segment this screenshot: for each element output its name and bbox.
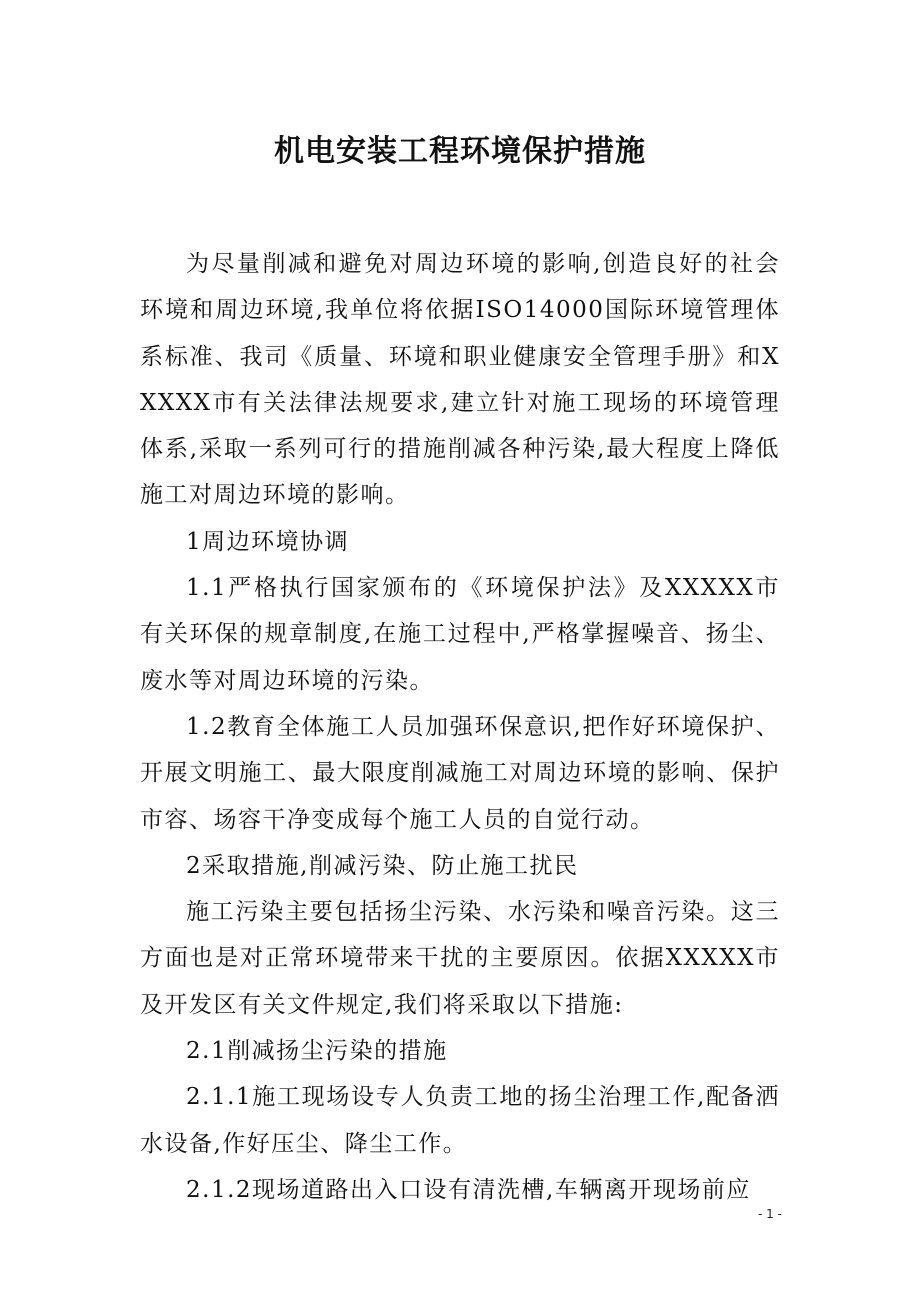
paragraph-1-1: 1.1严格执行国家颁布的《环境保护法》及XXXXX市有关环保的规章制度,在施工过程中,严格掌握噪音、扬尘、废水等对周边环境的污染。: [140, 575, 780, 694]
paragraph-2-1-1: 2.1.1施工现场设专人负责工地的扬尘治理工作,配备洒水设备,作好压尘、降尘工作。: [140, 1084, 780, 1157]
document-body: [140, 241, 780, 1213]
intro-paragraph: 为尽量削减和避免对周边环境的影响,创造良好的社会环境和周边环境,我单位将依据ISO14000国际环境管理体系标准、我司《质量、环境和职业健康安全管理手册》和XXXXX市有关法律法规要求,建立针对施工现场的环境管理体系,采取一系列可行的措施削减各种污染,最大程度上降低施工对周边环境的影响。: [140, 251, 780, 509]
paragraph-1-2: 1.2教育全体施工人员加强环保意识,把作好环境保护、开展文明施工、最大限度削减施工对周边环境的影响、保护市容、场容干净变成每个施工人员的自觉行动。: [140, 713, 780, 833]
document-title: 机电安装工程环境保护措施: [274, 134, 646, 169]
paragraph-2-1-2: 2.1.2现场道路出入口设有清洗槽,车辆离开现场前应: [186, 1176, 751, 1203]
section-heading-2: 2采取措施,削减污染、防止施工扰民: [186, 852, 579, 879]
page-number: - 1 -: [758, 1207, 782, 1221]
section-heading-1: 1周边环境协调: [186, 528, 350, 555]
subsection-heading-2-1: 2.1削减扬尘污染的措施: [186, 1038, 448, 1065]
paragraph-2-intro: 施工污染主要包括扬尘污染、水污染和噪音污染。这三方面也是对正常环境带来干扰的主要原因。依据XXXXX市及开发区有关文件规定,我们将采取以下措施:: [140, 899, 780, 1018]
